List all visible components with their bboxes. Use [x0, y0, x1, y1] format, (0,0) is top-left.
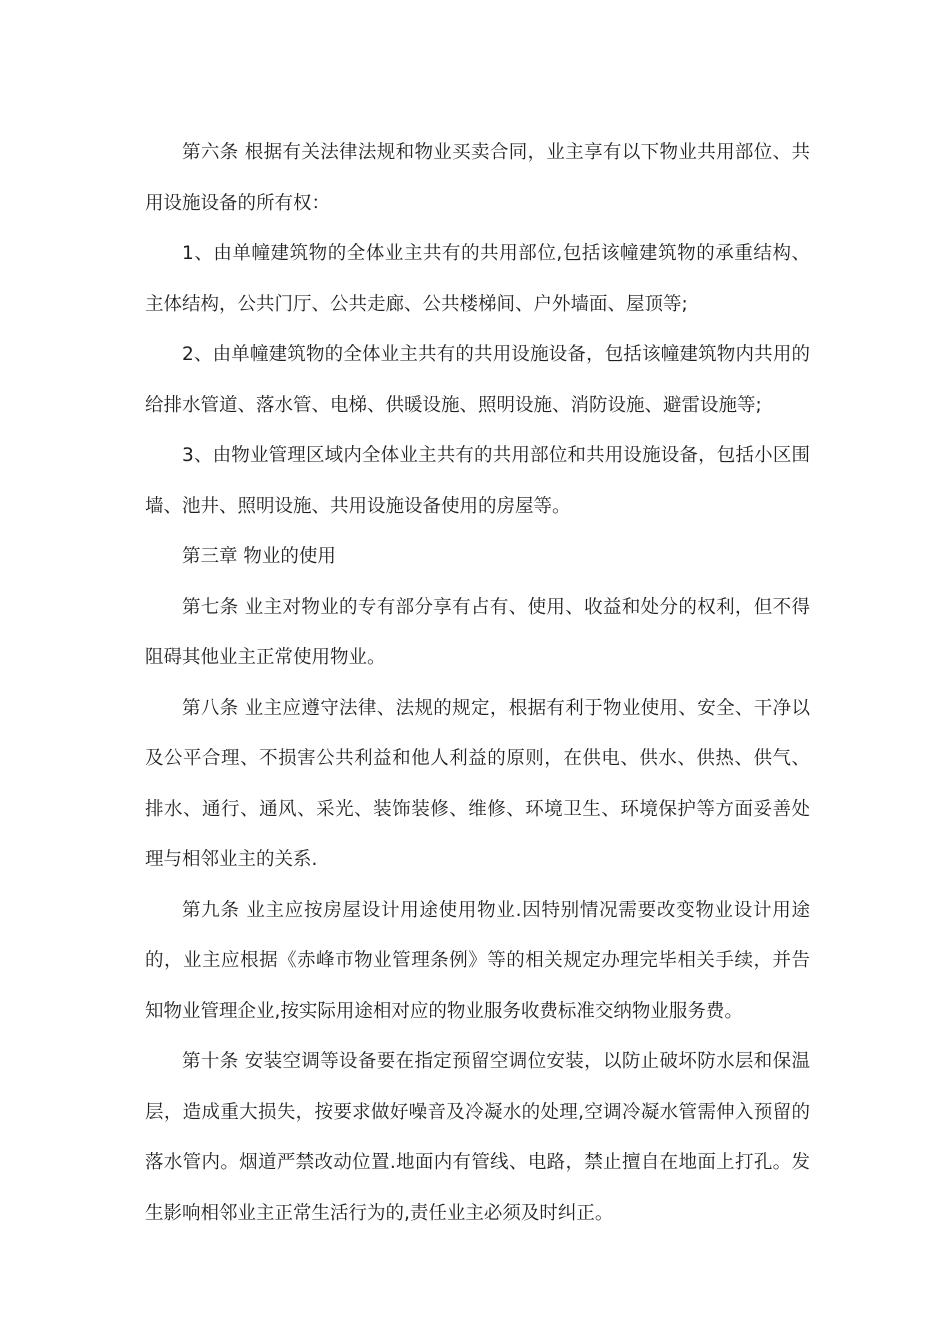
list-item-2: 2、由单幢建筑物的全体业主共有的共用设施设备，包括该幢建筑物内共用的给排水管道、落水管、电梯、供暖设施、照明设施、消防设施、避雷设施等;: [145, 344, 810, 416]
article-8-paragraph: 第八条 业主应遵守法律、法规的规定，根据有利于物业使用、安全、干净以及公平合理、不损害公共利益和他人利益的原则，在供电、供水、供热、供气、排水、通行、通风、采光、装饰装修、维修、环境卫生、环境保护等方面妥善处理与相邻业主的关系.: [145, 697, 810, 870]
article-10-paragraph: 第十条 安装空调等设备要在指定预留空调位安装，以防止破坏防水层和保温层，造成重大损失，按要求做好噪音及冷凝水的处理,空调冷凝水管需伸入预留的落水管内。烟道严禁改动位置.地面内有管线、电路，禁止擅自在地面上打孔。发生影响相邻业主正常生活行为的,责任业主必须及时纠正。: [145, 1051, 810, 1224]
article-6-paragraph: 第六条 根据有关法律法规和物业买卖合同，业主享有以下物业共用部位、共用设施设备的所有权：: [145, 142, 810, 214]
article-7-paragraph: 第七条 业主对物业的专有部分享有占有、使用、收益和处分的权利，但不得阻碍其他业主正常使用物业。: [145, 596, 810, 668]
document-body: [145, 128, 810, 1239]
list-item-1: 1、由单幢建筑物的全体业主共有的共用部位,包括该幢建筑物的承重结构、主体结构，公共门厅、公共走廊、公共楼梯间、户外墙面、屋顶等;: [145, 243, 810, 315]
list-item-3: 3、由物业管理区域内全体业主共有的共用部位和共用设施设备，包括小区围墙、池井、照明设施、共用设施设备使用的房屋等。: [145, 445, 810, 517]
article-9-paragraph: 第九条 业主应按房屋设计用途使用物业.因特别情况需要改变物业设计用途的，业主应根据《赤峰市物业管理条例》等的相关规定办理完毕相关手续，并告知物业管理企业,按实际用途相对应的物业服务收费标准交纳物业服务费。: [145, 899, 810, 1022]
chapter-3-heading: 第三章 物业的使用: [182, 546, 336, 567]
